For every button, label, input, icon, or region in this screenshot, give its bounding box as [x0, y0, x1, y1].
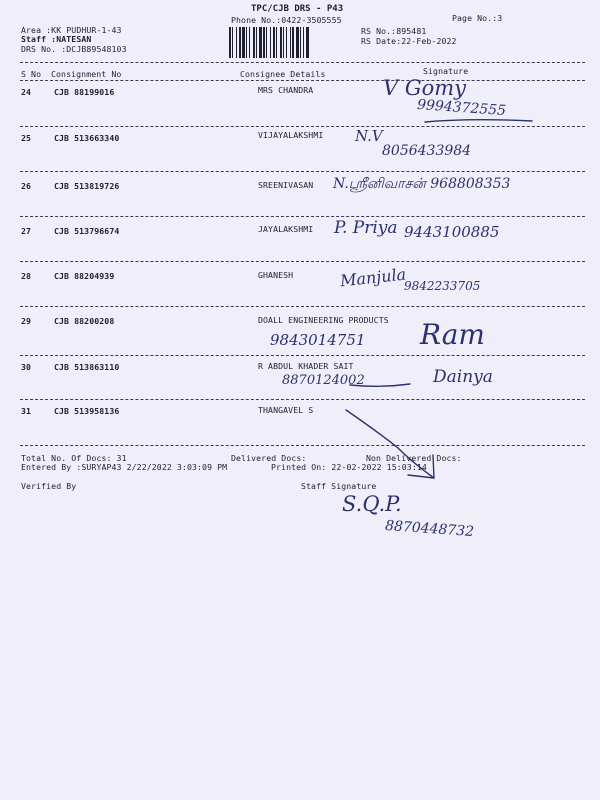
total-docs: Total No. Of Docs: 31: [21, 453, 127, 463]
staff-phone-handwritten: 8870448732: [384, 517, 475, 541]
phone-handwritten-row-29: 9843014751: [270, 331, 366, 349]
non-delivered-docs: Non Delivered Docs:: [366, 453, 462, 463]
row-consignee: VIJAYALAKSHMI: [258, 130, 324, 140]
signature-row-30: Dainya: [433, 367, 493, 387]
phone-handwritten-row-27: 9443100885: [404, 223, 500, 241]
staff-label: Staff :NATESAN: [21, 34, 92, 44]
rs-date: RS Date:22-Feb-2022: [361, 36, 457, 46]
row-consignment: CJB 513863110: [54, 362, 120, 372]
row-24-underline: [425, 120, 532, 122]
phone-handwritten-row-30: 8870124002: [282, 373, 365, 388]
verified-by: Verified By: [21, 481, 77, 491]
row-31-arrow-stroke: [346, 410, 434, 478]
row-consignee: JAYALAKSHMI: [258, 224, 314, 234]
col-signature: Signature: [423, 66, 469, 76]
signature-row-29: Ram: [420, 318, 485, 351]
row-consignee: THANGAVEL S: [258, 405, 314, 415]
staff-signature-label: Staff Signature: [301, 481, 377, 491]
row-sno: 25: [21, 133, 32, 143]
row-consignment: CJB 88199016: [54, 87, 115, 97]
delivered-docs: Delivered Docs:: [231, 453, 307, 463]
signature-row-27: P. Priya: [334, 218, 398, 238]
drs-number: DRS No. :DCJB89548103: [21, 44, 127, 54]
staff-signature: S.Q.P.: [342, 492, 402, 516]
phone-number: Phone No.:0422-3505555: [231, 15, 342, 25]
row-consignment: CJB 513663340: [54, 133, 120, 143]
row-sno: 24: [21, 87, 32, 97]
row-sno: 30: [21, 362, 32, 372]
row-sno: 26: [21, 181, 32, 191]
phone-handwritten-row-25: 8056433984: [382, 143, 472, 159]
rs-number: RS No.:895481: [361, 26, 427, 36]
row-consignment: CJB 88204939: [54, 271, 115, 281]
row-consignment: CJB 88200208: [54, 316, 115, 326]
row-sno: 29: [21, 316, 32, 326]
row-consignment: CJB 513819726: [54, 181, 120, 191]
row-consignee: SREENIVASAN: [258, 180, 314, 190]
row-sno: 31: [21, 406, 32, 416]
row-30-underline: [350, 384, 410, 386]
signature-row-24: V Gomy: [383, 76, 467, 100]
row-consignment: CJB 513958136: [54, 406, 120, 416]
entered-by: Entered By :SURYAP43 2/22/2022 3:03:09 PM: [21, 462, 228, 472]
signature-row-25: N.V: [355, 127, 383, 145]
row-consignee: R ABDUL KHADER SAIT: [258, 361, 354, 371]
page-number: Page No.:3: [452, 13, 503, 23]
row-consignee: MRS CHANDRA: [258, 85, 314, 95]
row-consignee: DOALL ENGINEERING PRODUCTS: [258, 315, 389, 325]
col-sno: S No: [21, 69, 42, 79]
signature-row-26: N.ஸ்ரீனிவாசன் 968808353: [333, 176, 511, 192]
document-title: TPC/CJB DRS - P43: [251, 4, 344, 14]
signature-row-28: Manjula: [339, 264, 407, 291]
printed-on: Printed On: 22-02-2022 15:03:14: [271, 462, 427, 472]
row-consignment: CJB 513796674: [54, 226, 120, 236]
row-sno: 28: [21, 271, 32, 281]
col-consignee: Consignee Details: [240, 69, 326, 79]
phone-handwritten-row-24: 9994372555: [416, 96, 507, 120]
row-consignee: GHANESH: [258, 270, 294, 280]
row-sno: 27: [21, 226, 32, 236]
phone-handwritten-row-28: 9842233705: [404, 279, 481, 293]
area-label: Area :KK PUDHUR-1-43: [21, 25, 122, 35]
col-consignment: Consignment No: [51, 69, 122, 79]
